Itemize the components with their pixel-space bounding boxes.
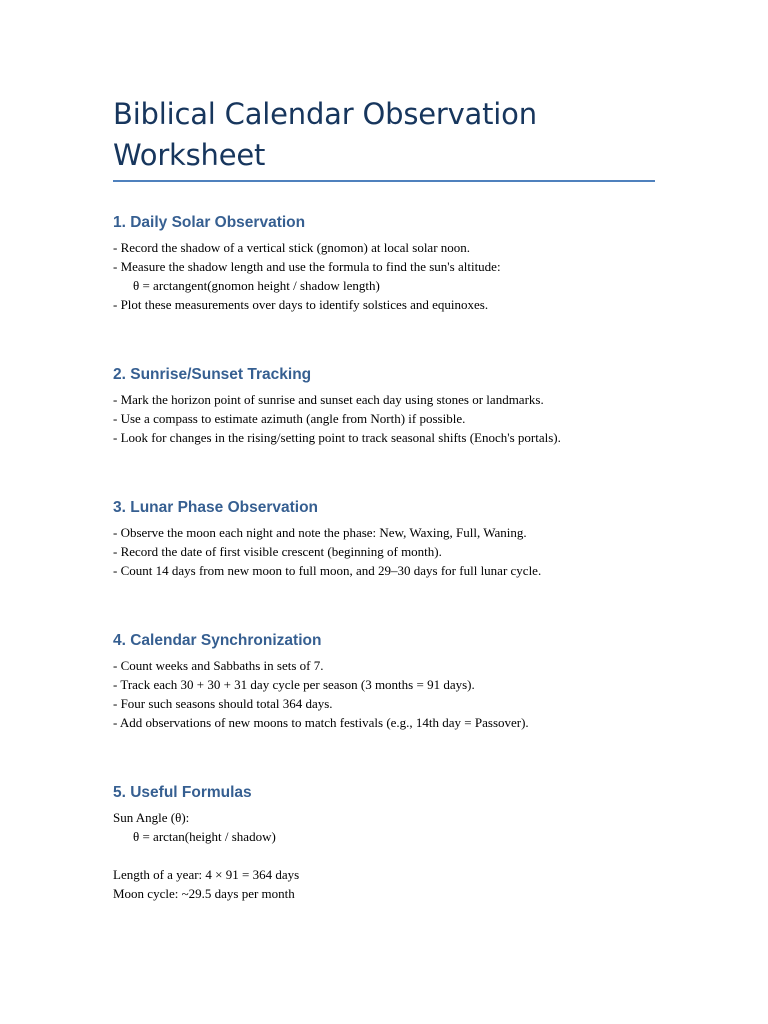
page-title: Biblical Calendar Observation Worksheet	[113, 97, 537, 172]
section-daily-solar-observation	[113, 214, 693, 314]
instruction-line: - Add observations of new moons to match festivals (e.g., 14th day = Passover).	[113, 715, 529, 730]
section-heading: 1. Daily Solar Observation	[113, 214, 306, 231]
instruction-line: - Four such seasons should total 364 days.	[113, 696, 333, 711]
section-heading: 4. Calendar Synchronization	[113, 632, 322, 649]
instruction-line: - Observe the moon each night and note the phase: New, Waxing, Full, Waning.	[113, 525, 527, 540]
section-heading: 3. Lunar Phase Observation	[113, 499, 319, 516]
section-sunrise-sunset-tracking	[113, 366, 693, 447]
section-useful-formulas	[113, 784, 693, 903]
section-heading: 2. Sunrise/Sunset Tracking	[113, 366, 312, 383]
instruction-line: - Measure the shadow length and use the formula to find the sun's altitude:	[113, 259, 501, 274]
formula-label: Sun Angle (θ):	[113, 810, 190, 825]
instruction-line: - Look for changes in the rising/setting point to track seasonal shifts (Enoch's portals).	[113, 430, 561, 445]
formula-line: Moon cycle: ~29.5 days per month	[113, 886, 295, 901]
section-calendar-synchronization	[113, 632, 693, 732]
formula-line: Length of a year: 4 × 91 = 364 days	[113, 867, 300, 882]
title-underline	[113, 180, 655, 182]
instruction-line: - Record the date of first visible crescent (beginning of month).	[113, 544, 442, 559]
blank-line	[113, 846, 693, 865]
instruction-line: - Mark the horizon point of sunrise and sunset each day using stones or landmarks.	[113, 392, 544, 407]
instruction-line: - Count 14 days from new moon to full moon, and 29–30 days for full lunar cycle.	[113, 563, 542, 578]
instruction-line: - Track each 30 + 30 + 31 day cycle per season (3 months = 91 days).	[113, 677, 475, 692]
section-heading: 5. Useful Formulas	[113, 784, 252, 801]
formula-line: θ = arctangent(gnomon height / shadow length)	[133, 278, 380, 293]
section-lunar-phase-observation	[113, 499, 693, 580]
formula-line: θ = arctan(height / shadow)	[133, 829, 276, 844]
instruction-line: - Count weeks and Sabbaths in sets of 7.	[113, 658, 324, 673]
instruction-line: - Use a compass to estimate azimuth (angle from North) if possible.	[113, 411, 466, 426]
instruction-line: - Plot these measurements over days to identify solstices and equinoxes.	[113, 297, 489, 312]
instruction-line: - Record the shadow of a vertical stick (gnomon) at local solar noon.	[113, 240, 471, 255]
